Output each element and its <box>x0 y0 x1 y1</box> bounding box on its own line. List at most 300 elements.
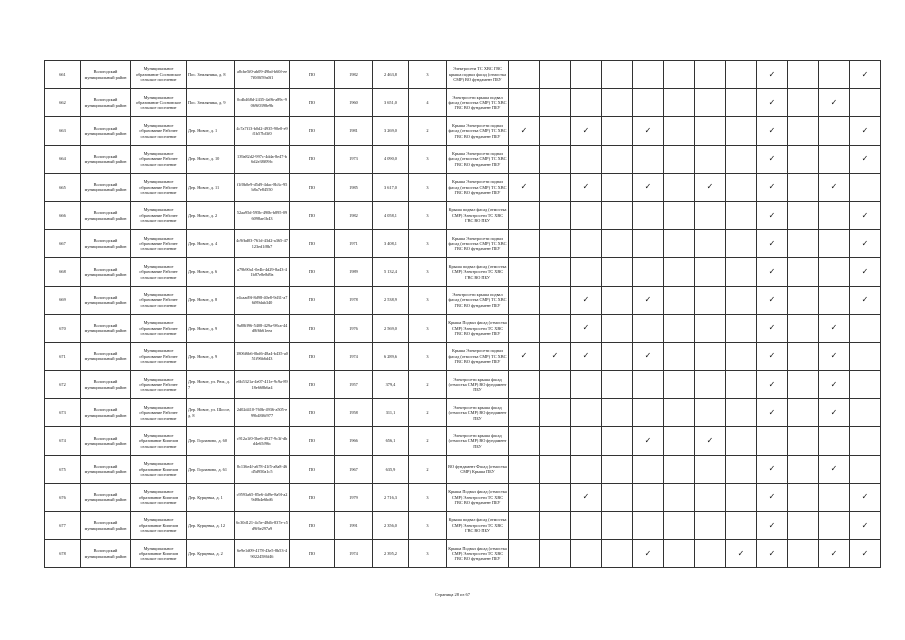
work-type-cell <box>633 512 664 540</box>
checkmark-icon: ✓ <box>551 351 559 361</box>
works-list-cell: ВО фундамент Фасад (отмостка СМР) Крыша ПБУ <box>447 455 509 483</box>
type-cell: ПО <box>290 117 335 145</box>
floors-cell: 3 <box>409 61 447 89</box>
checkmark-icon: ✓ <box>768 154 776 164</box>
checkmark-icon: ✓ <box>861 154 869 164</box>
area-cell: 3 617,0 <box>373 173 409 201</box>
work-type-cell <box>757 117 788 145</box>
work-type-cell <box>695 173 726 201</box>
work-type-cell <box>757 61 788 89</box>
work-type-cell <box>664 371 695 399</box>
work-type-cell <box>695 201 726 229</box>
area-cell: 4 090,0 <box>373 145 409 173</box>
settlement-cell: Муниципальное образование Рабочее сельское поселение <box>131 145 187 173</box>
work-type-cell <box>757 314 788 342</box>
floors-cell: 3 <box>409 540 447 568</box>
row-number-cell: 662 <box>45 89 81 117</box>
work-type-cell <box>540 173 571 201</box>
area-cell: 6 289,6 <box>373 342 409 370</box>
work-type-cell <box>850 61 881 89</box>
fias-code-cell: c912a1f0-5be6-4927-9c3f-dbd4e65f96c <box>235 427 290 455</box>
type-cell: ПО <box>290 286 335 314</box>
floors-cell: 2 <box>409 399 447 427</box>
work-type-cell <box>726 117 757 145</box>
work-type-cell <box>509 427 540 455</box>
work-type-cell <box>664 258 695 286</box>
work-type-cell <box>633 258 664 286</box>
district-cell: Вологодский муниципальный район <box>81 427 131 455</box>
address-cell: Дер. Курцевка, д. 2 <box>187 540 235 568</box>
floors-cell: 3 <box>409 286 447 314</box>
type-cell: ПО <box>290 342 335 370</box>
work-type-cell <box>633 89 664 117</box>
work-type-cell <box>664 483 695 511</box>
table-row <box>45 258 881 286</box>
work-type-cell <box>726 230 757 258</box>
row-number-cell: 676 <box>45 483 81 511</box>
address-cell: Дер. Новое, д. 8 <box>187 286 235 314</box>
fias-code-cell: a8cbe5f0-ab09-49bd-b60f-ee7f0f0f59a0f1 <box>235 61 290 89</box>
work-type-cell <box>509 89 540 117</box>
checkmark-icon: ✓ <box>768 379 776 389</box>
year-cell: 1957 <box>335 371 373 399</box>
table-row <box>45 173 881 201</box>
works-list-cell: Электросети ТС ХВС ГВС крыша подвал фасад (отмостка СМР) ВО фундамент ПБУ <box>447 61 509 89</box>
work-type-cell <box>726 89 757 117</box>
row-number-cell: 671 <box>45 342 81 370</box>
work-type-cell <box>850 145 881 173</box>
settlement-cell: Муниципальное образование Рабочее сельское поселение <box>131 399 187 427</box>
checkmark-icon: ✓ <box>768 520 776 530</box>
work-type-cell <box>695 427 726 455</box>
checkmark-icon: ✓ <box>582 351 590 361</box>
floors-cell: 2 <box>409 371 447 399</box>
checkmark-icon: ✓ <box>644 436 652 446</box>
checkmark-icon: ✓ <box>768 97 776 107</box>
work-type-cell <box>540 427 571 455</box>
district-cell: Вологодский муниципальный район <box>81 483 131 511</box>
year-cell: 1982 <box>335 61 373 89</box>
work-type-cell <box>757 173 788 201</box>
work-type-cell <box>571 399 602 427</box>
fias-code-cell: 4c7a7f13-b0d2-4935-90e0-e9f1b57bf3f0 <box>235 117 290 145</box>
floors-cell: 2 <box>409 427 447 455</box>
address-cell: Дер. Горланово, д. 60 <box>187 427 235 455</box>
table-row <box>45 314 881 342</box>
settlement-cell: Муниципальное образование Кипелов сельское поселение <box>131 455 187 483</box>
floors-cell: 2 <box>409 455 447 483</box>
area-cell: 2 356,0 <box>373 512 409 540</box>
floors-cell: 3 <box>409 230 447 258</box>
work-type-cell <box>633 117 664 145</box>
floors-cell: 3 <box>409 342 447 370</box>
district-cell: Вологодский муниципальный район <box>81 61 131 89</box>
area-cell: 3 269,0 <box>373 117 409 145</box>
type-cell: ПО <box>290 258 335 286</box>
checkmark-icon: ✓ <box>768 295 776 305</box>
work-type-cell <box>757 145 788 173</box>
fias-code-cell: 8c136e4f-a678-41f5-a8a8-46d5d950a1c5 <box>235 455 290 483</box>
address-cell: Дер. Новое, д. 6 <box>187 258 235 286</box>
address-cell: Дер. Новое, д. 10 <box>187 145 235 173</box>
work-type-cell <box>850 342 881 370</box>
year-cell: 1981 <box>335 117 373 145</box>
row-number-cell: 663 <box>45 117 81 145</box>
work-type-cell <box>788 201 819 229</box>
work-type-cell <box>695 371 726 399</box>
address-cell: Дер. Горланово, д. 61 <box>187 455 235 483</box>
work-type-cell <box>695 342 726 370</box>
row-number-cell: 670 <box>45 314 81 342</box>
row-number-cell: 661 <box>45 61 81 89</box>
fias-code-cell: 139a82d2-997c-4dda-8e47-b6d2e38f09fc <box>235 145 290 173</box>
table-row <box>45 483 881 511</box>
area-cell: 379,4 <box>373 371 409 399</box>
work-type-cell <box>664 230 695 258</box>
work-type-cell <box>509 145 540 173</box>
year-cell: 1958 <box>335 399 373 427</box>
work-type-cell <box>509 455 540 483</box>
table-row <box>45 342 881 370</box>
work-type-cell <box>757 399 788 427</box>
fias-code-cell: 2d02d410-760b-4936-a505-e99b48f6f977 <box>235 399 290 427</box>
works-list-cell: Электросети крыша подвал фасад (отмостка СМР) ТС ХВС ГВС ВО фундамент ПБУ <box>447 286 509 314</box>
address-cell: Дер. Новое, д. 1 <box>187 117 235 145</box>
work-type-cell <box>571 483 602 511</box>
settlement-cell: Муниципальное образование Рабочее сельское поселение <box>131 117 187 145</box>
work-type-cell <box>664 173 695 201</box>
address-cell: Пос. Земляника, д. 9 <box>187 89 235 117</box>
year-cell: 1974 <box>335 540 373 568</box>
works-list-cell: Крыша Подвал фасад (отмостка СМР) Электросети ТС ХВС ГВС ВО фундамент ПБУ <box>447 314 509 342</box>
work-type-cell <box>509 230 540 258</box>
settlement-cell: Муниципальное образование Кипелов сельское поселение <box>131 483 187 511</box>
work-type-cell <box>788 258 819 286</box>
work-type-cell <box>695 512 726 540</box>
work-type-cell <box>509 342 540 370</box>
work-type-cell <box>757 427 788 455</box>
year-cell: 1960 <box>335 89 373 117</box>
address-cell: Дер. Новое, д. 4 <box>187 230 235 258</box>
work-type-cell <box>819 145 850 173</box>
table-row <box>45 512 881 540</box>
district-cell: Вологодский муниципальный район <box>81 201 131 229</box>
checkmark-icon: ✓ <box>768 492 776 502</box>
checkmark-icon: ✓ <box>644 548 652 558</box>
work-type-cell <box>819 61 850 89</box>
work-type-cell <box>602 173 633 201</box>
work-type-cell <box>726 201 757 229</box>
floors-cell: 2 <box>409 117 447 145</box>
work-type-cell <box>726 145 757 173</box>
work-type-cell <box>788 455 819 483</box>
year-cell: 1991 <box>335 512 373 540</box>
area-cell: 635,9 <box>373 455 409 483</box>
floors-cell: 3 <box>409 145 447 173</box>
work-type-cell <box>726 342 757 370</box>
work-type-cell <box>540 286 571 314</box>
checkmark-icon: ✓ <box>830 182 838 192</box>
work-type-cell <box>726 427 757 455</box>
checkmark-icon: ✓ <box>644 295 652 305</box>
settlement-cell: Муниципальное образование Рабочее сельское поселение <box>131 230 187 258</box>
work-type-cell <box>571 427 602 455</box>
work-type-cell <box>788 314 819 342</box>
work-type-cell <box>540 89 571 117</box>
work-type-cell <box>664 286 695 314</box>
area-cell: 2 538,9 <box>373 286 409 314</box>
work-type-cell <box>757 483 788 511</box>
works-list-cell: Крыша подвал фасад (отмостка СМР) Электросети ТС ХВС ГВС ВО ПБУ <box>447 201 509 229</box>
work-type-cell <box>788 540 819 568</box>
fias-code-cell: a79b90a1-0e4b-4d29-8a43-41b87e8e8d9a <box>235 258 290 286</box>
work-type-cell <box>788 371 819 399</box>
checkmark-icon: ✓ <box>861 266 869 276</box>
work-type-cell <box>633 230 664 258</box>
table-row <box>45 145 881 173</box>
work-type-cell <box>633 201 664 229</box>
work-type-cell <box>757 512 788 540</box>
floors-cell: 3 <box>409 512 447 540</box>
work-type-cell <box>571 540 602 568</box>
district-cell: Вологодский муниципальный район <box>81 342 131 370</box>
floors-cell: 3 <box>409 201 447 229</box>
checkmark-icon: ✓ <box>768 182 776 192</box>
district-cell: Вологодский муниципальный район <box>81 117 131 145</box>
work-type-cell <box>726 512 757 540</box>
settlement-cell: Муниципальное образование Рабочее сельское поселение <box>131 342 187 370</box>
type-cell: ПО <box>290 145 335 173</box>
checkmark-icon: ✓ <box>830 351 838 361</box>
work-type-cell <box>509 117 540 145</box>
table-row <box>45 427 881 455</box>
checkmark-icon: ✓ <box>768 407 776 417</box>
type-cell: ПО <box>290 512 335 540</box>
row-number-cell: 674 <box>45 427 81 455</box>
work-type-cell <box>664 145 695 173</box>
works-list-cell: Электросети крыша фасад (отмостка СМР) ВО фундамент ПБУ <box>447 427 509 455</box>
checkmark-icon: ✓ <box>706 436 714 446</box>
work-type-cell <box>664 61 695 89</box>
fias-code-cell: c9593a65-85e6-4d9e-8a9f-a29d8b4e6bd6 <box>235 483 290 511</box>
address-cell: Дер. Новое, д. 2 <box>187 201 235 229</box>
work-type-cell <box>540 399 571 427</box>
table-row <box>45 89 881 117</box>
work-type-cell <box>509 371 540 399</box>
work-type-cell <box>695 230 726 258</box>
row-number-cell: 669 <box>45 286 81 314</box>
work-type-cell <box>757 201 788 229</box>
settlement-cell: Муниципальное образование Кипелов сельское поселение <box>131 512 187 540</box>
checkmark-icon: ✓ <box>861 210 869 220</box>
type-cell: ПО <box>290 455 335 483</box>
work-type-cell <box>509 286 540 314</box>
work-type-cell <box>726 314 757 342</box>
table-row <box>45 61 881 89</box>
work-type-cell <box>540 230 571 258</box>
checkmark-icon: ✓ <box>520 125 528 135</box>
work-type-cell <box>757 371 788 399</box>
fias-code-cell: 0cdb468d-2435-4a9b-a89c-9069f0398e9b <box>235 89 290 117</box>
district-cell: Вологодский муниципальный район <box>81 314 131 342</box>
work-type-cell <box>850 286 881 314</box>
work-type-cell <box>602 258 633 286</box>
work-type-cell <box>819 314 850 342</box>
work-type-cell <box>602 427 633 455</box>
work-type-cell <box>602 399 633 427</box>
district-cell: Вологодский муниципальный район <box>81 371 131 399</box>
work-type-cell <box>726 286 757 314</box>
work-type-cell <box>819 173 850 201</box>
work-type-cell <box>819 455 850 483</box>
fias-code-cell: 4c9fbd03-761d-43d2-a365-47123ed1f8b7 <box>235 230 290 258</box>
settlement-cell: Муниципальное образование Рабочее сельское поселение <box>131 201 187 229</box>
work-type-cell <box>757 342 788 370</box>
work-type-cell <box>602 89 633 117</box>
work-type-cell <box>788 342 819 370</box>
checkmark-icon: ✓ <box>768 464 776 474</box>
type-cell: ПО <box>290 230 335 258</box>
fias-code-cell: 6c30d121-4c5e-48db-837e-c5d9f6e297a9 <box>235 512 290 540</box>
type-cell: ПО <box>290 314 335 342</box>
table-row <box>45 117 881 145</box>
row-number-cell: 672 <box>45 371 81 399</box>
work-type-cell <box>695 286 726 314</box>
work-type-cell <box>540 117 571 145</box>
work-type-cell <box>726 540 757 568</box>
work-type-cell <box>757 286 788 314</box>
work-type-cell <box>850 399 881 427</box>
work-type-cell <box>757 230 788 258</box>
floors-cell: 4 <box>409 89 447 117</box>
year-cell: 1989 <box>335 258 373 286</box>
work-type-cell <box>695 117 726 145</box>
district-cell: Вологодский муниципальный район <box>81 89 131 117</box>
type-cell: ПО <box>290 371 335 399</box>
work-type-cell <box>664 201 695 229</box>
settlement-cell: Муниципальное образование Сосновское сельское поселение <box>131 61 187 89</box>
work-type-cell <box>819 342 850 370</box>
type-cell: ПО <box>290 201 335 229</box>
works-list-cell: Электросети крыша фасад (отмостка СМР) ВО фундамент ПБУ <box>447 371 509 399</box>
checkmark-icon: ✓ <box>520 182 528 192</box>
fias-code-cell: 1806f6b6-0bd6-48a4-b435-a051f96b6d43 <box>235 342 290 370</box>
work-type-cell <box>509 512 540 540</box>
work-type-cell <box>602 512 633 540</box>
work-type-cell <box>540 483 571 511</box>
floors-cell: 3 <box>409 173 447 201</box>
works-list-cell: Крыша Электросети подвал фасад (отмостка СМР) ТС ХВС ГВС ВО фундамент ПБУ <box>447 342 509 370</box>
work-type-cell <box>664 455 695 483</box>
fias-code-cell: 9a88ff96-5408-429a-98ca-44d8f6b61eea <box>235 314 290 342</box>
work-type-cell <box>602 61 633 89</box>
work-type-cell <box>788 286 819 314</box>
checkmark-icon: ✓ <box>768 125 776 135</box>
table-row <box>45 201 881 229</box>
work-type-cell <box>695 89 726 117</box>
checkmark-icon: ✓ <box>582 323 590 333</box>
work-type-cell <box>819 89 850 117</box>
floors-cell: 3 <box>409 258 447 286</box>
register-table <box>44 60 881 568</box>
work-type-cell <box>509 314 540 342</box>
district-cell: Вологодский муниципальный район <box>81 286 131 314</box>
work-type-cell <box>726 173 757 201</box>
work-type-cell <box>819 117 850 145</box>
year-cell: 1985 <box>335 173 373 201</box>
work-type-cell <box>664 512 695 540</box>
checkmark-icon: ✓ <box>706 182 714 192</box>
work-type-cell <box>602 483 633 511</box>
work-type-cell <box>509 540 540 568</box>
checkmark-icon: ✓ <box>861 548 869 558</box>
settlement-cell: Муниципальное образование Рабочее сельское поселение <box>131 314 187 342</box>
address-cell: Пос. Земляника, д. 8 <box>187 61 235 89</box>
checkmark-icon: ✓ <box>768 548 776 558</box>
work-type-cell <box>540 540 571 568</box>
work-type-cell <box>819 371 850 399</box>
address-cell: Дер. Новое, ул. Шоссе, д. 8 <box>187 399 235 427</box>
checkmark-icon: ✓ <box>520 351 528 361</box>
work-type-cell <box>664 427 695 455</box>
checkmark-icon: ✓ <box>768 266 776 276</box>
district-cell: Вологодский муниципальный район <box>81 230 131 258</box>
page-number: Страница 28 из 67 <box>435 592 470 597</box>
address-cell: Дер. Курцевка, д. 12 <box>187 512 235 540</box>
row-number-cell: 677 <box>45 512 81 540</box>
work-type-cell <box>602 286 633 314</box>
type-cell: ПО <box>290 540 335 568</box>
district-cell: Вологодский муниципальный район <box>81 173 131 201</box>
work-type-cell <box>664 342 695 370</box>
work-type-cell <box>571 512 602 540</box>
settlement-cell: Муниципальное образование Рабочее сельское поселение <box>131 371 187 399</box>
work-type-cell <box>633 540 664 568</box>
row-number-cell: 675 <box>45 455 81 483</box>
district-cell: Вологодский муниципальный район <box>81 540 131 568</box>
work-type-cell <box>571 371 602 399</box>
area-cell: 2 463,8 <box>373 61 409 89</box>
year-cell: 1967 <box>335 455 373 483</box>
works-list-cell: Крыша Электросети подвал фасад (отмостка СМР) ТС ХВС ГВС ВО фундамент ПБУ <box>447 230 509 258</box>
works-list-cell: Крыша Электросети подвал фасад (отмостка СМР) ТС ХВС ГВС ВО фундамент ПБУ <box>447 173 509 201</box>
checkmark-icon: ✓ <box>861 125 869 135</box>
fias-code-cell: 52aa95d-595b-490b-b895-096098ae1b43 <box>235 201 290 229</box>
work-type-cell <box>726 399 757 427</box>
type-cell: ПО <box>290 427 335 455</box>
work-type-cell <box>571 117 602 145</box>
year-cell: 1982 <box>335 201 373 229</box>
work-type-cell <box>509 173 540 201</box>
work-type-cell <box>819 201 850 229</box>
checkmark-icon: ✓ <box>830 464 838 474</box>
work-type-cell <box>695 455 726 483</box>
work-type-cell <box>664 314 695 342</box>
address-cell: Дер. Новое, ул. Рюх, д. 7 <box>187 371 235 399</box>
year-cell: 1971 <box>335 230 373 258</box>
type-cell: ПО <box>290 483 335 511</box>
work-type-cell <box>695 399 726 427</box>
work-type-cell <box>850 258 881 286</box>
work-type-cell <box>571 173 602 201</box>
work-type-cell <box>540 61 571 89</box>
work-type-cell <box>571 455 602 483</box>
settlement-cell: Муниципальное образование Кипелов сельское поселение <box>131 427 187 455</box>
area-cell: 3 651,0 <box>373 89 409 117</box>
checkmark-icon: ✓ <box>830 407 838 417</box>
work-type-cell <box>788 89 819 117</box>
checkmark-icon: ✓ <box>830 379 838 389</box>
